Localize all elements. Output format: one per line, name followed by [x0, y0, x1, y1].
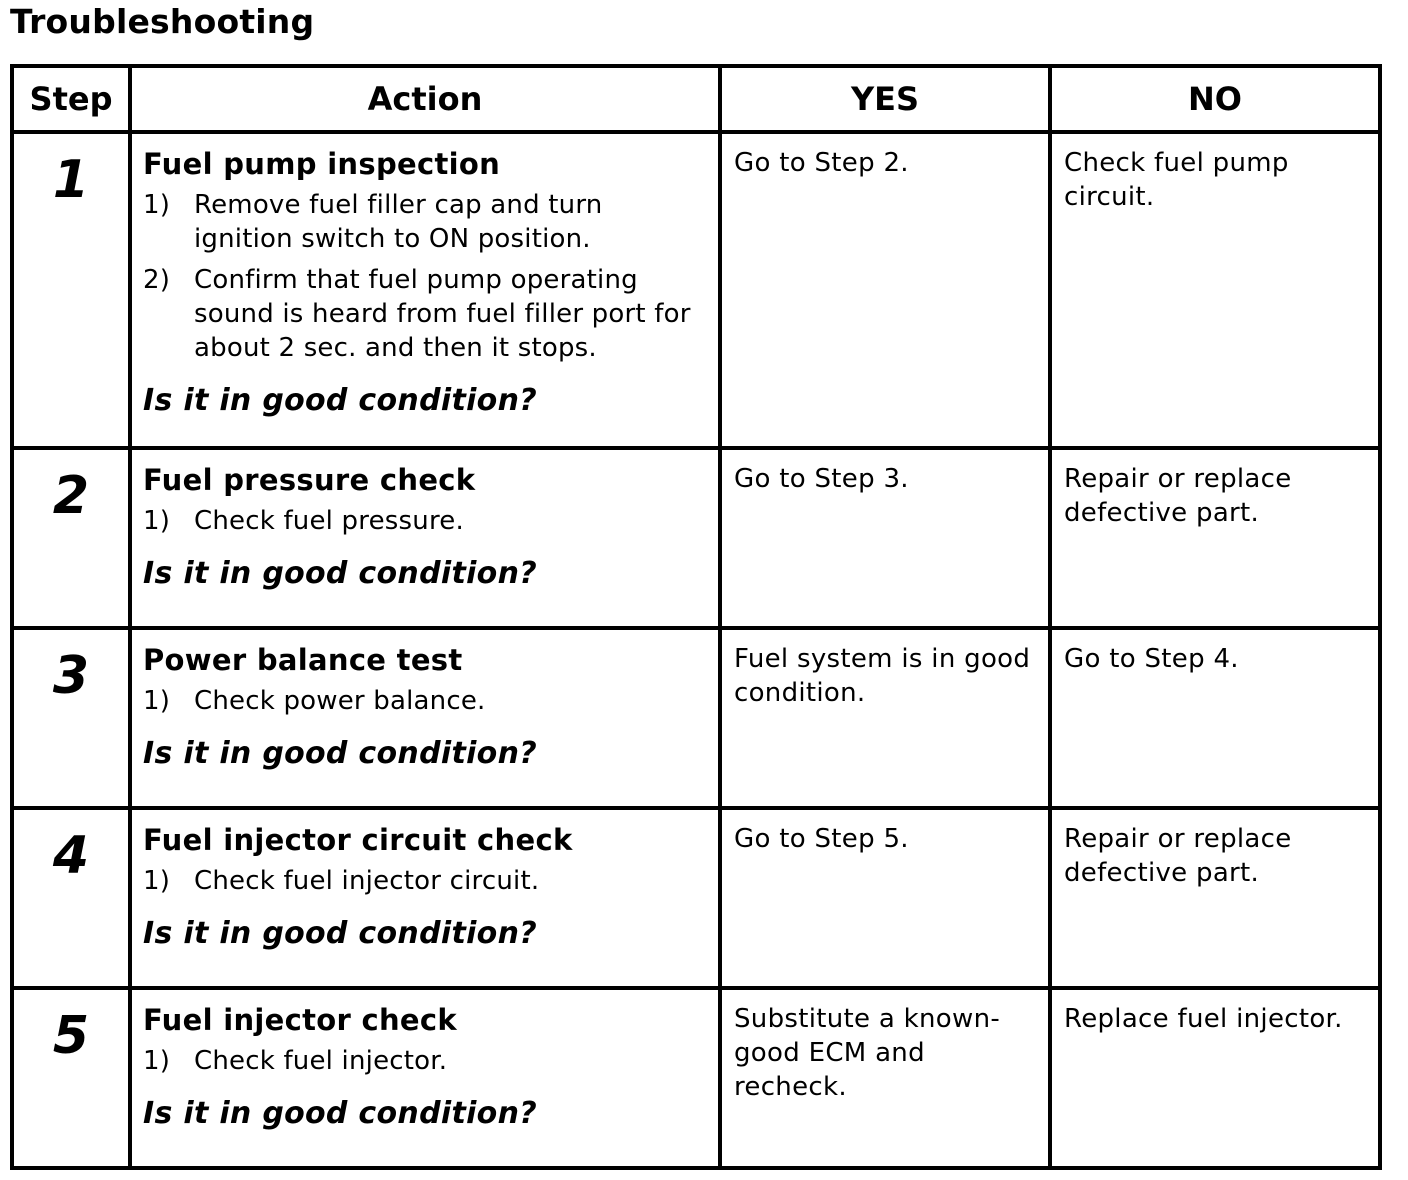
- list-item: [143, 188, 708, 256]
- step-cell: [12, 988, 130, 1168]
- action-steps: [143, 504, 708, 538]
- condition-question: Is it in good condition?: [143, 1096, 537, 1131]
- list-item: [143, 1044, 708, 1078]
- action-steps: [143, 864, 708, 898]
- list-item: [143, 263, 708, 365]
- step-cell: [12, 808, 130, 988]
- action-title: Fuel pump inspection: [143, 147, 501, 181]
- table-row: [12, 448, 1380, 628]
- list-item: [143, 504, 708, 538]
- list-item-text: Check fuel pressure.: [194, 506, 464, 536]
- no-cell: Repair or replace defective part.: [1050, 808, 1380, 988]
- step-number: 5: [52, 1006, 90, 1066]
- action-steps: [143, 1044, 708, 1078]
- no-cell: Go to Step 4.: [1050, 628, 1380, 808]
- action-cell: [130, 988, 720, 1168]
- condition-question: Is it in good condition?: [143, 736, 537, 771]
- yes-cell: Fuel system is in good condition.: [720, 628, 1050, 808]
- header-action: Action: [130, 66, 720, 132]
- table-row: [12, 988, 1380, 1168]
- action-cell: [130, 628, 720, 808]
- condition-question: Is it in good condition?: [143, 556, 537, 591]
- action-steps: [143, 188, 708, 365]
- action-title: Power balance test: [143, 643, 463, 677]
- list-item-number: 1): [143, 1046, 171, 1076]
- step-cell: [12, 448, 130, 628]
- list-item-text: Remove fuel filler cap and turn ignition switch to ON position.: [194, 190, 603, 254]
- list-item-number: 1): [143, 686, 171, 716]
- list-item: [143, 684, 708, 718]
- header-no: NO: [1050, 66, 1380, 132]
- header-row: [12, 66, 1380, 132]
- table-row: [12, 808, 1380, 988]
- no-cell: Check fuel pump circuit.: [1050, 132, 1380, 448]
- yes-cell: Go to Step 3.: [720, 448, 1050, 628]
- list-item-text: Check power balance.: [194, 686, 486, 716]
- no-cell: Repair or replace defective part.: [1050, 448, 1380, 628]
- action-cell: [130, 448, 720, 628]
- step-cell: [12, 132, 130, 448]
- list-item-number: 1): [143, 190, 171, 220]
- page-title: Troubleshooting: [10, 2, 315, 41]
- table-row: [12, 132, 1380, 448]
- condition-question: Is it in good condition?: [143, 916, 537, 951]
- step-number: 3: [52, 646, 90, 706]
- header-yes: YES: [720, 66, 1050, 132]
- action-steps: [143, 684, 708, 718]
- step-number: 4: [52, 826, 90, 886]
- troubleshooting-table: [10, 64, 1382, 1170]
- condition-question: Is it in good condition?: [143, 383, 537, 418]
- list-item-text: Confirm that fuel pump operating sound is heard from fuel filler port for about 2 sec. and then it stops.: [194, 265, 691, 363]
- action-cell: [130, 808, 720, 988]
- list-item-number: 1): [143, 866, 171, 896]
- step-number: 1: [52, 150, 90, 210]
- table-row: [12, 628, 1380, 808]
- list-item-number: 1): [143, 506, 171, 536]
- step-number: 2: [52, 466, 90, 526]
- header-step: Step: [12, 66, 130, 132]
- yes-cell: Go to Step 2.: [720, 132, 1050, 448]
- action-title: Fuel injector check: [143, 1003, 457, 1037]
- yes-cell: Substitute a known-good ECM and recheck.: [720, 988, 1050, 1168]
- step-cell: [12, 628, 130, 808]
- no-cell: Replace fuel injector.: [1050, 988, 1380, 1168]
- yes-cell: Go to Step 5.: [720, 808, 1050, 988]
- action-title: Fuel pressure check: [143, 463, 476, 497]
- list-item-number: 2): [143, 265, 171, 295]
- action-title: Fuel injector circuit check: [143, 823, 573, 857]
- action-cell: [130, 132, 720, 448]
- list-item-text: Check fuel injector.: [194, 1046, 448, 1076]
- list-item-text: Check fuel injector circuit.: [194, 866, 540, 896]
- list-item: [143, 864, 708, 898]
